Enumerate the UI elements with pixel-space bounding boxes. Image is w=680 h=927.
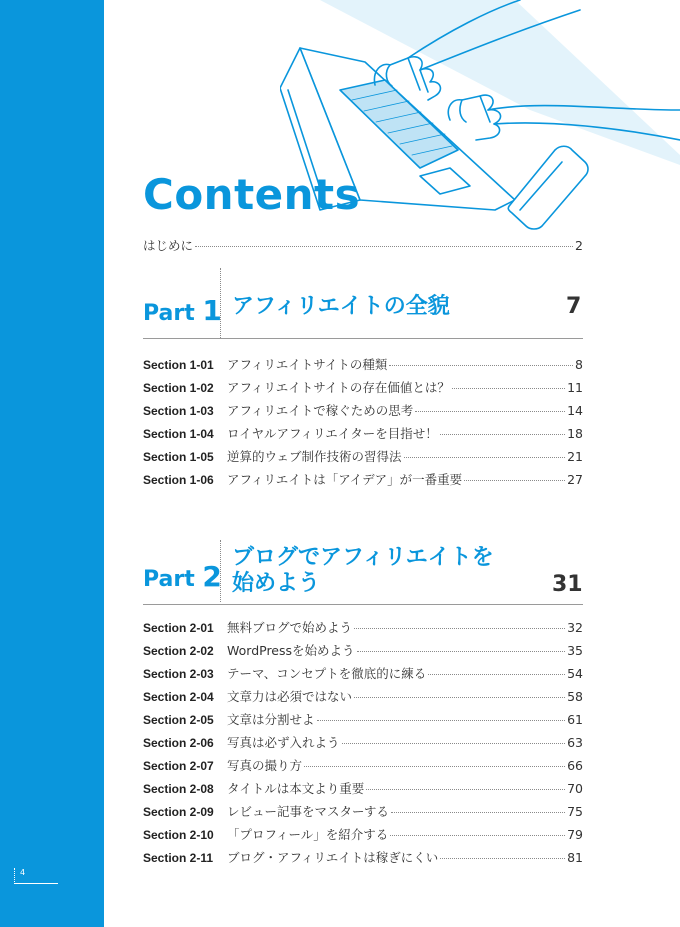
toc-entry[interactable] xyxy=(143,802,583,822)
section-number: Section 2-10 xyxy=(143,828,214,842)
dot-leader xyxy=(354,697,565,698)
page-number: 4 xyxy=(20,868,26,877)
part-1-rule xyxy=(143,338,583,339)
section-title: 逆算的ウェブ制作技術の習得法 xyxy=(227,449,402,464)
section-page: 32 xyxy=(567,620,583,635)
dot-leader xyxy=(428,674,565,675)
toc-entry[interactable] xyxy=(143,848,583,868)
section-number: Section 2-04 xyxy=(143,690,214,704)
part-2-title-line-1: ブログでアフィリエイトを xyxy=(232,545,494,570)
section-title: タイトルは本文より重要 xyxy=(227,781,365,796)
page-number-mark xyxy=(14,868,16,882)
section-number: Section 1-03 xyxy=(143,404,214,418)
dot-leader xyxy=(404,457,566,458)
section-number: Section 2-11 xyxy=(143,851,214,865)
section-page: 35 xyxy=(567,643,583,658)
section-page: 27 xyxy=(567,472,583,487)
section-number: Section 2-05 xyxy=(143,713,214,727)
section-page: 63 xyxy=(567,735,583,750)
part-2-title-line-2: 始めよう xyxy=(232,571,321,596)
part-1-label xyxy=(143,294,222,327)
dot-leader xyxy=(342,743,566,744)
section-number: Section 2-02 xyxy=(143,644,214,658)
part-word: Part xyxy=(143,301,195,326)
section-page: 21 xyxy=(567,449,583,464)
toc-entry[interactable] xyxy=(143,733,583,753)
part-2-rule xyxy=(143,604,583,605)
section-page: 18 xyxy=(567,426,583,441)
dot-leader xyxy=(304,766,565,767)
section-number: Section 1-02 xyxy=(143,381,214,395)
section-title: 写真は必ず入れよう xyxy=(227,735,340,750)
toc-entry[interactable] xyxy=(143,687,583,707)
page-title: Contents xyxy=(143,170,361,219)
section-number: Section 2-07 xyxy=(143,759,214,773)
toc-entry[interactable] xyxy=(143,401,583,421)
toc-entry[interactable] xyxy=(143,470,583,490)
toc-entry[interactable] xyxy=(143,424,583,444)
section-title: 写真の撮り方 xyxy=(227,758,303,773)
section-number: Section 2-01 xyxy=(143,621,214,635)
section-number: Section 2-08 xyxy=(143,782,214,796)
dot-leader xyxy=(354,628,565,629)
intro-page: 2 xyxy=(575,238,583,253)
section-title: アフィリエイトサイトの種類 xyxy=(227,357,388,372)
part-1-page: 7 xyxy=(566,294,582,319)
part-2-label xyxy=(143,560,222,593)
dot-leader xyxy=(357,651,566,652)
section-page: 14 xyxy=(567,403,583,418)
section-page: 79 xyxy=(567,827,583,842)
section-page: 54 xyxy=(567,666,583,681)
dot-leader xyxy=(440,434,565,435)
dot-leader xyxy=(195,246,573,247)
part-2-page: 31 xyxy=(552,572,583,597)
section-title: アフィリエイトで稼ぐための思考 xyxy=(227,403,414,418)
section-page: 75 xyxy=(567,804,583,819)
dot-leader xyxy=(391,812,565,813)
section-title: アフィリエイトサイトの存在価値とは？ xyxy=(227,380,450,395)
toc-entry[interactable] xyxy=(143,779,583,799)
section-page: 8 xyxy=(575,357,583,372)
section-page: 11 xyxy=(567,380,583,395)
section-title: ブログ・アフィリエイトは稼ぎにくい xyxy=(227,850,439,865)
section-page: 66 xyxy=(567,758,583,773)
dot-leader xyxy=(390,835,565,836)
intro-label: はじめに xyxy=(143,238,194,253)
section-number: Section 1-06 xyxy=(143,473,214,487)
dot-leader xyxy=(415,411,565,412)
section-page: 70 xyxy=(567,781,583,796)
section-number: Section 2-03 xyxy=(143,667,214,681)
intro-entry[interactable] xyxy=(143,236,583,256)
dot-leader xyxy=(440,858,565,859)
section-title: WordPressを始めよう xyxy=(227,643,355,658)
toc-entry[interactable] xyxy=(143,378,583,398)
toc-entry[interactable] xyxy=(143,825,583,845)
toc-entry[interactable] xyxy=(143,664,583,684)
toc-entry[interactable] xyxy=(143,710,583,730)
section-title: 無料ブログで始めよう xyxy=(227,620,353,635)
part-word: Part xyxy=(143,567,195,592)
section-number: Section 2-06 xyxy=(143,736,214,750)
toc-entry[interactable] xyxy=(143,355,583,375)
section-title: テーマ、コンセプトを徹底的に練る xyxy=(227,666,427,681)
section-title: ロイヤルアフィリエイターを目指せ！ xyxy=(227,426,438,441)
section-title: レビュー記事をマスターする xyxy=(227,804,389,819)
dot-leader xyxy=(452,388,565,389)
section-page: 81 xyxy=(567,850,583,865)
section-number: Section 1-05 xyxy=(143,450,214,464)
sidebar-band xyxy=(0,0,104,927)
section-page: 58 xyxy=(567,689,583,704)
toc-entry[interactable] xyxy=(143,756,583,776)
section-title: 文章力は必須ではない xyxy=(227,689,353,704)
page-number-line xyxy=(14,883,58,884)
dot-leader xyxy=(464,480,565,481)
dot-leader xyxy=(389,365,573,366)
dot-leader xyxy=(317,720,566,721)
toc-entry[interactable] xyxy=(143,447,583,467)
section-number: Section 1-04 xyxy=(143,427,214,441)
dot-leader xyxy=(366,789,565,790)
part-number: 2 xyxy=(202,560,222,593)
section-page: 61 xyxy=(567,712,583,727)
part-1-title: アフィリエイトの全貌 xyxy=(232,294,450,319)
section-number: Section 2-09 xyxy=(143,805,214,819)
section-title: 文章は分割せよ xyxy=(227,712,315,727)
section-number: Section 1-01 xyxy=(143,358,214,372)
part-number: 1 xyxy=(202,294,222,327)
toc-entry[interactable] xyxy=(143,618,583,638)
toc-entry[interactable] xyxy=(143,641,583,661)
section-title: 「プロフィール」を紹介する xyxy=(227,827,389,842)
section-title: アフィリエイトは「アイデア」が一番重要 xyxy=(227,472,463,487)
